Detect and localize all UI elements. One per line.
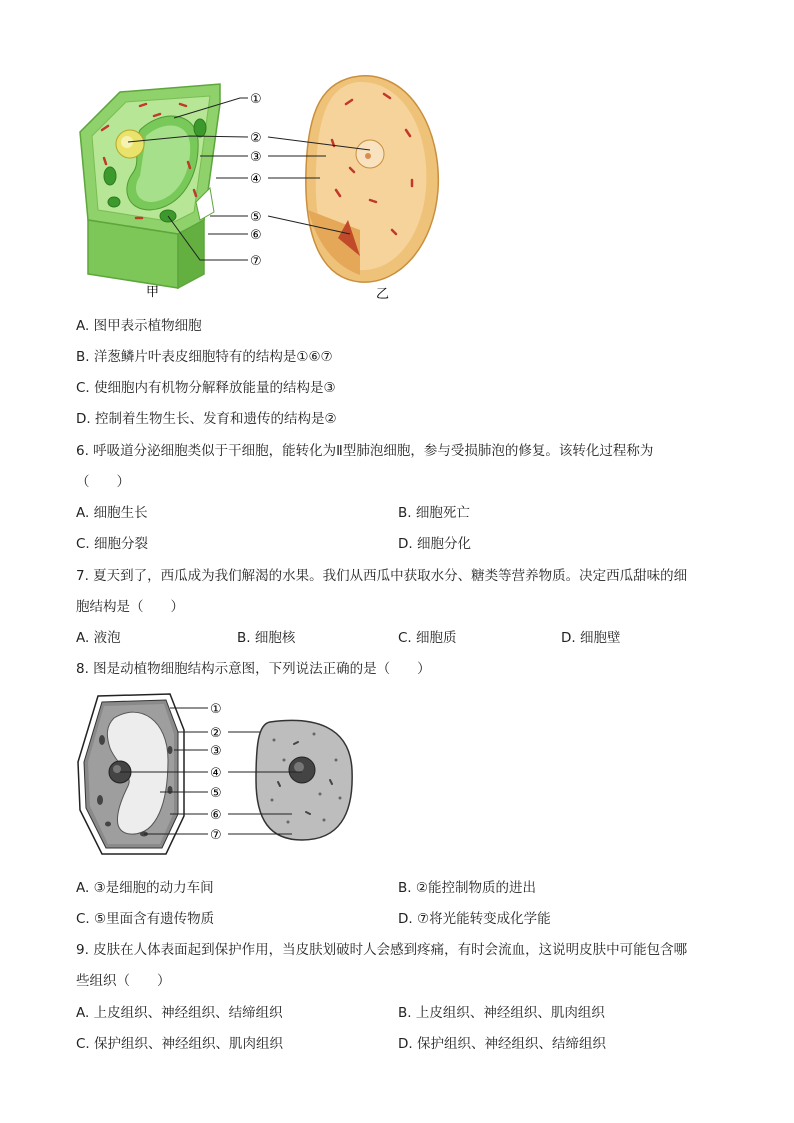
q8-option-b[interactable]: B. ②能控制物质的进出 [398, 880, 536, 896]
cell-diagram-1 [70, 70, 490, 305]
q9-stem-cont: 些组织（ ） [76, 973, 171, 989]
fig2-label-2: ② [210, 726, 222, 741]
q7-option-a[interactable]: A. 液泡 [76, 630, 121, 646]
fig1-caption-right: 乙 [376, 287, 390, 302]
q9-option-a[interactable]: A. 上皮组织、神经组织、结缔组织 [76, 1005, 283, 1021]
q8-option-a[interactable]: A. ③是细胞的动力车间 [76, 880, 214, 896]
q5-option-d[interactable]: D. 控制着生物生长、发育和遗传的结构是② [76, 411, 337, 427]
q5-option-b[interactable]: B. 洋葱鳞片叶表皮细胞特有的结构是①⑥⑦ [76, 349, 333, 365]
fig1-label-6: ⑥ [250, 228, 262, 243]
q9-stem: 9. 皮肤在人体表面起到保护作用，当皮肤划破时人会感到疼痛，有时会流血，这说明皮肤中可能包含哪 [76, 942, 688, 958]
fig2-label-7: ⑦ [210, 828, 222, 843]
q6-stem: 6. 呼吸道分泌细胞类似于干细胞，能转化为Ⅱ型肺泡细胞，参与受损肺泡的修复。该转化过程称为 [76, 443, 654, 459]
fig1-label-7: ⑦ [250, 254, 262, 269]
q6-option-c[interactable]: C. 细胞分裂 [76, 536, 149, 552]
q6-stem-cont: （ ） [76, 474, 130, 490]
fig1-label-5: ⑤ [250, 210, 262, 225]
fig1-label-1: ① [250, 92, 262, 107]
q9-option-b[interactable]: B. 上皮组织、神经组织、肌肉组织 [398, 1005, 605, 1021]
q5-option-a[interactable]: A. 图甲表示植物细胞 [76, 318, 202, 334]
q7-stem-cont: 胞结构是（ ） [76, 599, 184, 615]
q7-stem: 7. 夏天到了，西瓜成为我们解渴的水果。我们从西瓜中获取水分、糖类等营养物质。决定西瓜甜味的细 [76, 568, 688, 584]
fig1-caption-left: 甲 [146, 285, 160, 300]
q6-option-d[interactable]: D. 细胞分化 [398, 536, 471, 552]
fig2-label-4: ④ [210, 766, 222, 781]
q9-option-c[interactable]: C. 保护组织、神经组织、肌肉组织 [76, 1036, 284, 1052]
q8-stem: 8. 图是动植物细胞结构示意图，下列说法正确的是（ ） [76, 661, 431, 677]
fig2-label-5: ⑤ [210, 786, 222, 801]
q5-option-c[interactable]: C. 使细胞内有机物分解释放能量的结构是③ [76, 380, 336, 396]
q7-option-d[interactable]: D. 细胞壁 [561, 630, 621, 646]
cell-diagram-2 [74, 690, 364, 860]
fig2-label-3: ③ [210, 744, 222, 759]
q8-option-c[interactable]: C. ⑤里面含有遗传物质 [76, 911, 215, 927]
q7-option-c[interactable]: C. 细胞质 [398, 630, 457, 646]
fig2-label-1: ① [210, 702, 222, 717]
q9-option-d[interactable]: D. 保护组织、神经组织、结缔组织 [398, 1036, 606, 1052]
fig1-label-2: ② [250, 131, 262, 146]
q6-option-a[interactable]: A. 细胞生长 [76, 505, 148, 521]
q8-option-d[interactable]: D. ⑦将光能转变成化学能 [398, 911, 551, 927]
fig1-label-3: ③ [250, 150, 262, 165]
q7-option-b[interactable]: B. 细胞核 [237, 630, 296, 646]
fig2-label-6: ⑥ [210, 808, 222, 823]
q6-option-b[interactable]: B. 细胞死亡 [398, 505, 470, 521]
fig1-label-4: ④ [250, 172, 262, 187]
